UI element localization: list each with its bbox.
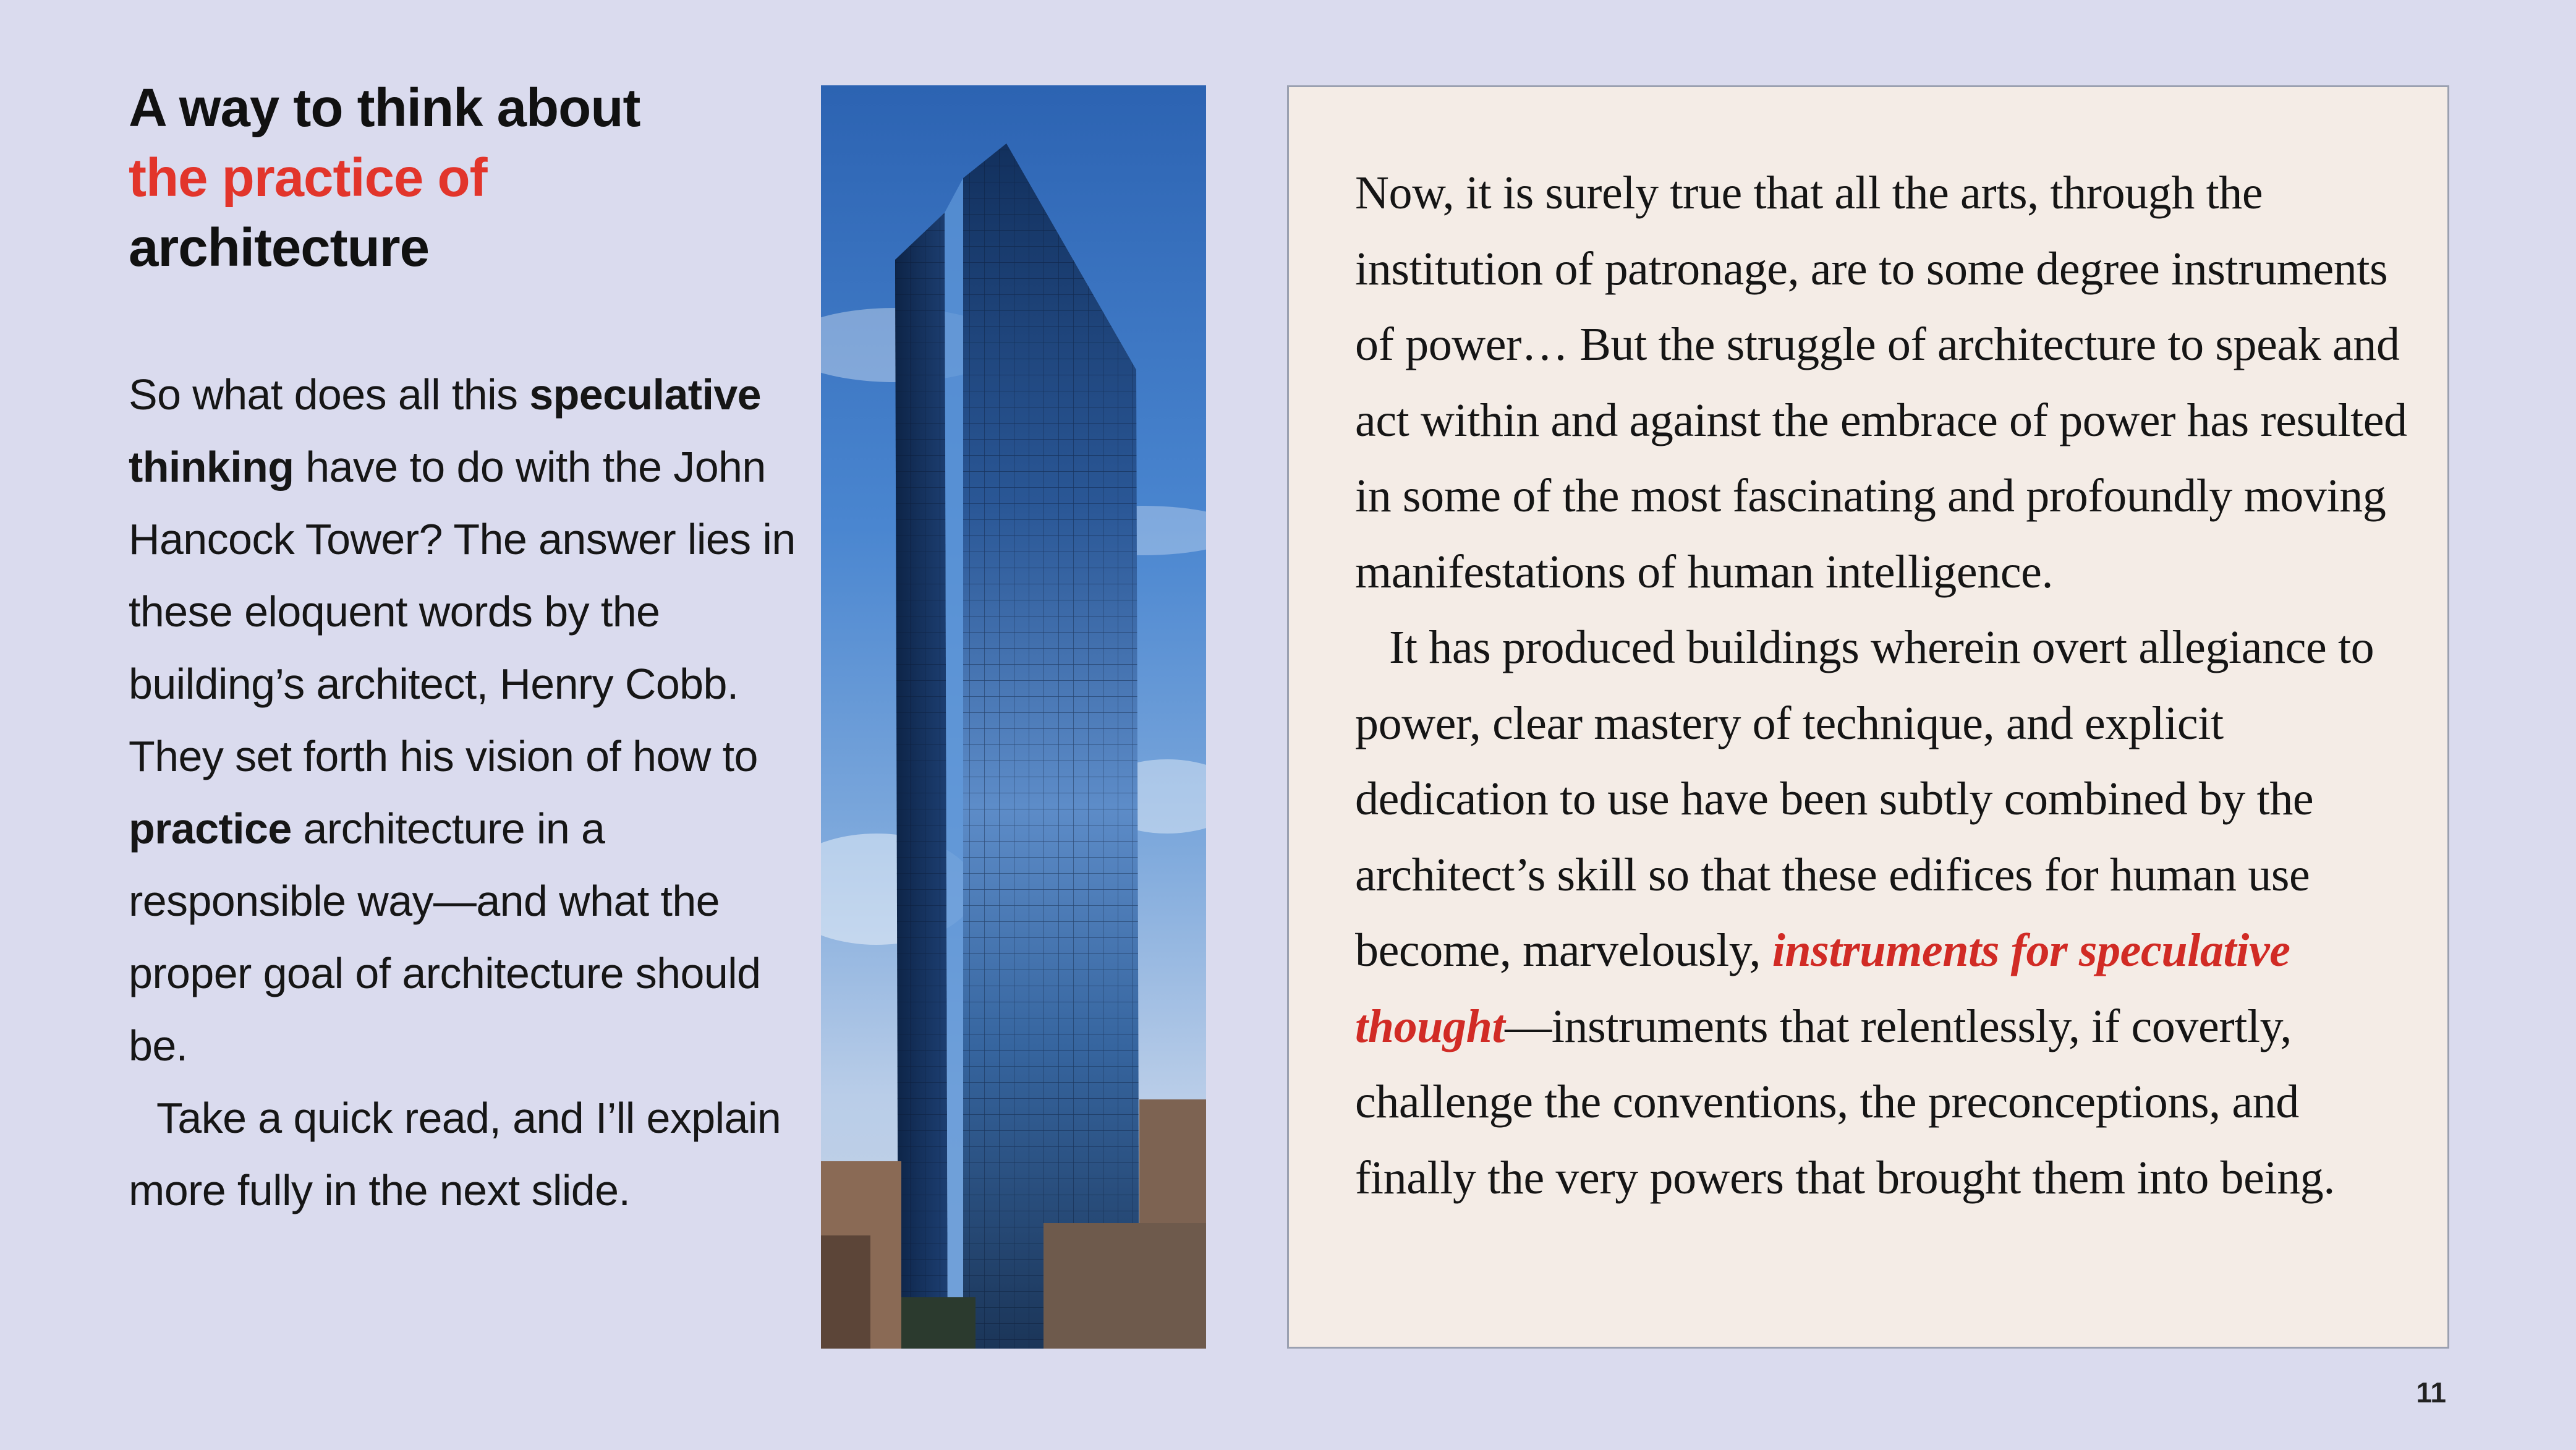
intro-text-run: architecture in a responsible way—and what the proper goal of architecture should be. [129,804,761,1070]
henry-cobb-quote [1355,155,2418,1216]
page-number: 11 [2416,1376,2446,1409]
intro-paragraph-2: Take a quick read, and I’ll explain more fully in the next slide. [129,1094,781,1214]
intro-text [129,359,815,1227]
quote-paragraph-2 [1355,610,2418,1216]
intro-text-run: have to do with the John Hancock Tower? The answer lies in these eloquent words by the building’s architect, Henry Cobb. They set forth his vision of how to [129,443,796,780]
intro-bold-term: practice [129,804,292,853]
quote-paragraph-1: Now, it is surely true that all the arts, through the institution of patronage, are to some degree instruments of power… But the struggle of architecture to speak and act within and against the embrace of power has resulted in some of the most fascinating and profoundly moving manifestations of human intelligence. [1355,167,2407,598]
intro-paragraph-1 [129,359,815,1082]
john-hancock-tower-photo [821,85,1206,1349]
intro-text-run: So what does all this [129,370,530,419]
title-line-2-highlight: the practice of [129,148,487,208]
quote-emphasis: instruments for speculative thought [1355,924,2290,1052]
title-line-1: A way to think about [129,78,640,138]
title-line-3: architecture [129,218,430,278]
intro-bold-term: speculative thinking [129,370,761,491]
quote-text-end: —instruments that relentlessly, if covertly, challenge the conventions, the preconceptions, and finally the very powers that brought them into being. [1355,1000,2336,1204]
quote-box [1287,85,2449,1349]
slide-title [129,73,809,283]
quote-text: It has produced buildings wherein overt allegiance to power, clear mastery of technique, and explicit dedication to use have been subtly combined by the architect’s skill so that these edifices for human use become, marvelously, [1355,621,2374,976]
